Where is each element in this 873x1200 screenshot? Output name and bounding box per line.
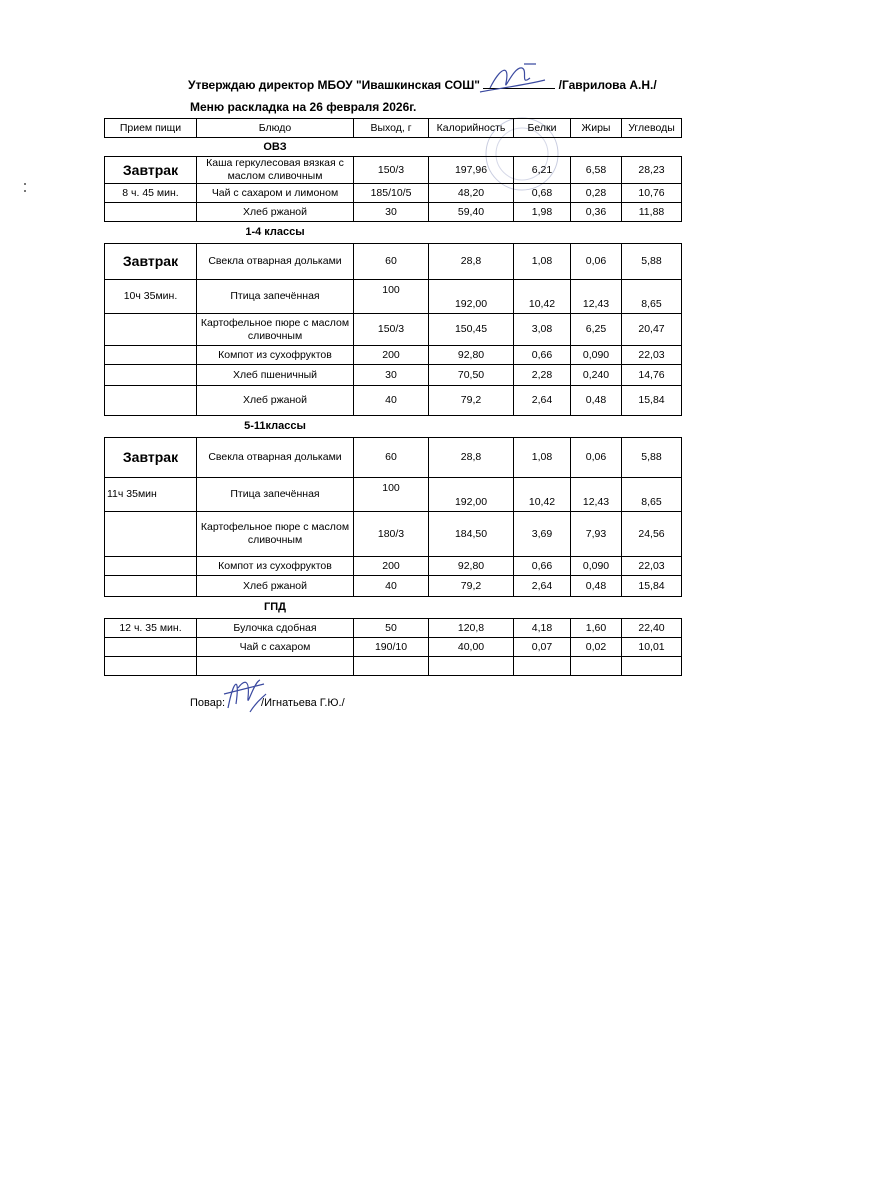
cook-name: /Игнатьева Г.Ю./ [261,697,345,709]
fat-value: 0,02 [571,638,622,657]
section-gap [105,222,197,244]
empty-cell [105,512,197,557]
fat-value: 0,36 [571,203,622,222]
carbs-value: 10,01 [622,638,682,657]
scan-speck [24,183,26,185]
yield-value: 190/10 [354,638,429,657]
kcal-value: 79,2 [429,386,514,416]
kcal-value: 92,80 [429,346,514,365]
meal-label: Завтрак [105,157,197,184]
carbs-value: 15,84 [622,386,682,416]
dish-name: Птица запечённая [197,478,354,512]
kcal-value: 184,50 [429,512,514,557]
meal-label: Завтрак [105,438,197,478]
protein-value: 4,18 [514,619,571,638]
yield-value: 60 [354,438,429,478]
cook-line [190,697,345,709]
kcal-value: 40,00 [429,638,514,657]
dish-name: Свекла отварная дольками [197,244,354,280]
dish-name: Компот из сухофруктов [197,346,354,365]
dish-name: Булочка сдобная [197,619,354,638]
director-signature-icon [470,58,550,104]
empty-cell [105,657,197,676]
fat-value: 0,090 [571,557,622,576]
empty-cell [514,657,571,676]
column-header: Выход, г [354,119,429,138]
table-row [105,657,682,676]
yield-value: 30 [354,365,429,386]
section-title-row [105,416,682,438]
section-title-row [105,597,682,619]
column-header: Блюдо [197,119,354,138]
table-row [105,203,682,222]
carbs-value: 22,03 [622,557,682,576]
carbs-value: 28,23 [622,157,682,184]
protein-value: 1,08 [514,438,571,478]
yield-value: 150/3 [354,157,429,184]
kcal-value: 79,2 [429,576,514,597]
section-title-row [105,222,682,244]
column-header: Жиры [571,119,622,138]
fat-value: 1,60 [571,619,622,638]
table-header-row [105,119,682,138]
table-row [105,512,682,557]
empty-cell [105,557,197,576]
table-row [105,619,682,638]
dish-name: Чай с сахаром и лимоном [197,184,354,203]
table-row [105,557,682,576]
fat-value: 0,06 [571,244,622,280]
carbs-value: 24,56 [622,512,682,557]
protein-value: 0,68 [514,184,571,203]
approval-text: Утверждаю директор МБОУ "Ивашкинская СОШ" [188,78,480,92]
protein-value: 6,21 [514,157,571,184]
carbs-value: 8,65 [622,280,682,314]
yield-value: 100 [354,280,429,314]
table-row [105,244,682,280]
protein-value: 3,69 [514,512,571,557]
dish-name: Птица запечённая [197,280,354,314]
section-gap [105,597,197,619]
empty-cell [354,657,429,676]
protein-value: 10,42 [514,478,571,512]
section-gap [354,597,682,619]
empty-cell [571,657,622,676]
table-row [105,576,682,597]
document-subtitle: Меню раскладка на 26 февраля 2026г. [190,100,417,114]
yield-value: 60 [354,244,429,280]
fat-value: 12,43 [571,478,622,512]
kcal-value: 150,45 [429,314,514,346]
table-row [105,478,682,512]
carbs-value: 8,65 [622,478,682,512]
empty-cell [105,365,197,386]
empty-cell [105,203,197,222]
table-row [105,280,682,314]
carbs-value: 11,88 [622,203,682,222]
carbs-value: 20,47 [622,314,682,346]
carbs-value: 22,40 [622,619,682,638]
yield-value: 40 [354,576,429,597]
yield-value: 100 [354,478,429,512]
protein-value: 2,64 [514,386,571,416]
dish-name: Хлеб ржаной [197,386,354,416]
carbs-value: 5,88 [622,438,682,478]
protein-value: 2,28 [514,365,571,386]
section-gap [354,138,682,157]
empty-cell [105,386,197,416]
kcal-value: 92,80 [429,557,514,576]
cook-signature-icon [220,668,280,718]
fat-value: 0,48 [571,386,622,416]
empty-cell [105,346,197,365]
carbs-value: 10,76 [622,184,682,203]
dish-name: Хлеб пшеничный [197,365,354,386]
empty-cell [105,576,197,597]
meal-label: Завтрак [105,244,197,280]
dish-name: Компот из сухофруктов [197,557,354,576]
carbs-value: 14,76 [622,365,682,386]
yield-value: 180/3 [354,512,429,557]
kcal-value: 192,00 [429,280,514,314]
dish-name: Картофельное пюре с маслом сливочным [197,512,354,557]
yield-value: 200 [354,346,429,365]
fat-value: 0,48 [571,576,622,597]
kcal-value: 197,96 [429,157,514,184]
dish-name: Картофельное пюре с маслом сливочным [197,314,354,346]
fat-value: 0,28 [571,184,622,203]
empty-cell [105,314,197,346]
protein-value: 2,64 [514,576,571,597]
kcal-value: 59,40 [429,203,514,222]
meal-time: 12 ч. 35 мин. [105,619,197,638]
kcal-value: 70,50 [429,365,514,386]
dish-name: Свекла отварная дольками [197,438,354,478]
kcal-value: 48,20 [429,184,514,203]
fat-value: 6,58 [571,157,622,184]
scan-speck [24,190,26,192]
fat-value: 0,090 [571,346,622,365]
dish-name: Хлеб ржаной [197,203,354,222]
meal-time: 8 ч. 45 мин. [105,184,197,203]
fat-value: 0,240 [571,365,622,386]
table-row [105,157,682,184]
protein-value: 3,08 [514,314,571,346]
kcal-value: 28,8 [429,244,514,280]
fat-value: 6,25 [571,314,622,346]
section-gap [354,416,682,438]
yield-value: 150/3 [354,314,429,346]
protein-value: 0,66 [514,557,571,576]
empty-cell [105,638,197,657]
fat-value: 7,93 [571,512,622,557]
column-header: Белки [514,119,571,138]
protein-value: 10,42 [514,280,571,314]
table-row [105,386,682,416]
yield-value: 50 [354,619,429,638]
carbs-value: 5,88 [622,244,682,280]
table-row [105,346,682,365]
protein-value: 0,66 [514,346,571,365]
column-header: Прием пищи [105,119,197,138]
cook-label: Повар: [190,697,226,709]
section-title: ГПД [197,597,354,619]
protein-value: 1,08 [514,244,571,280]
table-row [105,184,682,203]
section-gap [105,138,197,157]
kcal-value: 120,8 [429,619,514,638]
table-row [105,365,682,386]
table-row [105,638,682,657]
column-header: Углеводы [622,119,682,138]
protein-value: 0,07 [514,638,571,657]
yield-value: 200 [354,557,429,576]
protein-value: 1,98 [514,203,571,222]
fat-value: 0,06 [571,438,622,478]
director-name: /Гаврилова А.Н./ [558,78,657,92]
carbs-value: 15,84 [622,576,682,597]
dish-name: Чай с сахаром [197,638,354,657]
section-title: 1-4 классы [197,222,354,244]
meal-time: 11ч 35мин [105,478,197,512]
menu-table [104,118,682,676]
empty-cell [622,657,682,676]
section-title-row [105,138,682,157]
kcal-value: 28,8 [429,438,514,478]
kcal-value: 192,00 [429,478,514,512]
carbs-value: 22,03 [622,346,682,365]
yield-value: 40 [354,386,429,416]
section-title: 5-11классы [197,416,354,438]
dish-name: Хлеб ржаной [197,576,354,597]
fat-value: 12,43 [571,280,622,314]
section-gap [105,416,197,438]
section-title: ОВЗ [197,138,354,157]
approval-line [188,78,657,92]
yield-value: 185/10/5 [354,184,429,203]
column-header: Калорийность [429,119,514,138]
yield-value: 30 [354,203,429,222]
table-row [105,438,682,478]
empty-cell [429,657,514,676]
table-row [105,314,682,346]
dish-name: Каша геркулесовая вязкая с маслом сливочным [197,157,354,184]
section-gap [354,222,682,244]
meal-time: 10ч 35мин. [105,280,197,314]
